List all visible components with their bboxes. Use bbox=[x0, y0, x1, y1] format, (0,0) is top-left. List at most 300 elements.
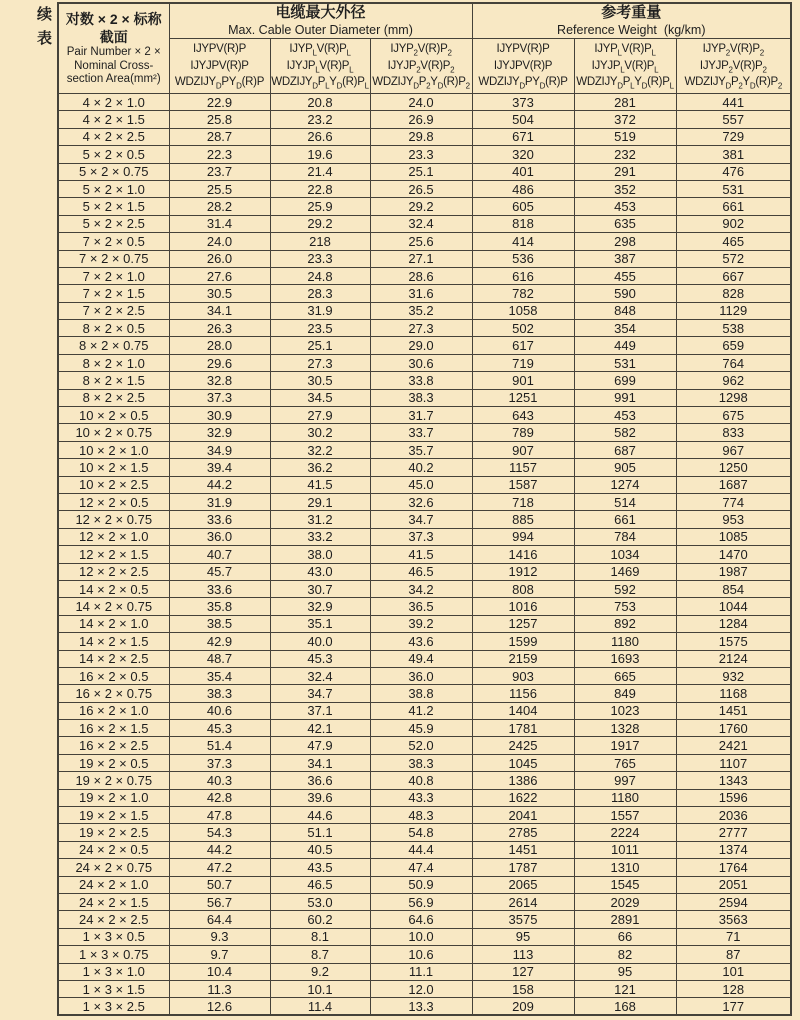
value-cell: 45.3 bbox=[169, 720, 270, 737]
table-row bbox=[58, 233, 791, 250]
value-cell: 2891 bbox=[574, 911, 676, 928]
value-cell: 42.9 bbox=[169, 633, 270, 650]
value-cell: 27.6 bbox=[169, 267, 270, 284]
value-cell: 665 bbox=[574, 667, 676, 684]
value-cell: 1034 bbox=[574, 546, 676, 563]
cable-type-line: $IJYJP_2V(R)P_2$ bbox=[699, 59, 767, 74]
value-cell: 35.2 bbox=[370, 302, 472, 319]
cable-type-line: $IJYJP_LV(R)P_L$ bbox=[286, 59, 354, 74]
table-row bbox=[58, 963, 791, 980]
value-cell: 82 bbox=[574, 946, 676, 963]
value-cell: 907 bbox=[472, 441, 574, 458]
table-row bbox=[58, 302, 791, 319]
value-cell: 50.9 bbox=[370, 876, 472, 893]
value-cell: 22.3 bbox=[169, 146, 270, 163]
size-cell: 7 × 2 × 1.5 bbox=[58, 285, 169, 302]
value-cell: 24.0 bbox=[370, 94, 472, 111]
value-cell: 38.3 bbox=[370, 389, 472, 406]
value-cell: 33.2 bbox=[270, 528, 370, 545]
value-cell: 667 bbox=[676, 267, 791, 284]
value-cell: 962 bbox=[676, 372, 791, 389]
value-cell: 1622 bbox=[472, 789, 574, 806]
size-cell: 10 × 2 × 2.5 bbox=[58, 476, 169, 493]
cable-type-line: IJYJPV(R)P bbox=[190, 59, 249, 72]
value-cell: 1545 bbox=[574, 876, 676, 893]
value-cell: 372 bbox=[574, 111, 676, 128]
value-cell: 22.9 bbox=[169, 94, 270, 111]
size-cell: 24 × 2 × 1.0 bbox=[58, 876, 169, 893]
value-cell: 47.2 bbox=[169, 859, 270, 876]
value-cell: 39.6 bbox=[270, 789, 370, 806]
value-cell: 994 bbox=[472, 528, 574, 545]
value-cell: 1180 bbox=[574, 633, 676, 650]
value-cell: 60.2 bbox=[270, 911, 370, 928]
weight-group-header-en: Reference Weight (kg/km) bbox=[557, 22, 706, 37]
value-cell: 34.2 bbox=[370, 580, 472, 597]
value-cell: 11.1 bbox=[370, 963, 472, 980]
value-cell: 36.0 bbox=[169, 528, 270, 545]
size-cell: 16 × 2 × 0.75 bbox=[58, 685, 169, 702]
value-cell: 46.5 bbox=[370, 563, 472, 580]
table-row bbox=[58, 337, 791, 354]
table-row bbox=[58, 702, 791, 719]
cable-type-line: $WDZIJY_DPY_D(R)P$ bbox=[174, 76, 265, 91]
value-cell: 1781 bbox=[472, 720, 574, 737]
value-cell: 1416 bbox=[472, 546, 574, 563]
value-cell: 22.8 bbox=[270, 180, 370, 197]
value-cell: 1045 bbox=[472, 754, 574, 771]
size-cell: 7 × 2 × 0.75 bbox=[58, 250, 169, 267]
value-cell: 38.3 bbox=[169, 685, 270, 702]
value-cell: 531 bbox=[574, 354, 676, 371]
group-header-row bbox=[58, 3, 791, 39]
value-cell: 774 bbox=[676, 493, 791, 510]
value-cell: 101 bbox=[676, 963, 791, 980]
value-cell: 27.1 bbox=[370, 250, 472, 267]
value-cell: 35.1 bbox=[270, 615, 370, 632]
value-cell: 158 bbox=[472, 980, 574, 997]
value-cell: 2614 bbox=[472, 893, 574, 910]
value-cell: 1156 bbox=[472, 685, 574, 702]
value-cell: 885 bbox=[472, 511, 574, 528]
size-cell: 19 × 2 × 0.5 bbox=[58, 754, 169, 771]
value-cell: 20.8 bbox=[270, 94, 370, 111]
value-cell: 671 bbox=[472, 128, 574, 145]
cable-type-header-diameter-3 bbox=[370, 39, 472, 94]
table-row bbox=[58, 563, 791, 580]
size-cell: 14 × 2 × 0.5 bbox=[58, 580, 169, 597]
table-row bbox=[58, 928, 791, 945]
value-cell: 465 bbox=[676, 233, 791, 250]
value-cell: 514 bbox=[574, 493, 676, 510]
value-cell: 902 bbox=[676, 215, 791, 232]
size-cell: 8 × 2 × 0.5 bbox=[58, 320, 169, 337]
value-cell: 401 bbox=[472, 163, 574, 180]
value-cell: 661 bbox=[574, 511, 676, 528]
table-row bbox=[58, 598, 791, 615]
value-cell: 28.6 bbox=[370, 267, 472, 284]
value-cell: 502 bbox=[472, 320, 574, 337]
size-cell: 7 × 2 × 2.5 bbox=[58, 302, 169, 319]
value-cell: 28.7 bbox=[169, 128, 270, 145]
size-cell: 19 × 2 × 1.5 bbox=[58, 807, 169, 824]
table-row bbox=[58, 111, 791, 128]
value-cell: 1274 bbox=[574, 476, 676, 493]
value-cell: 47.4 bbox=[370, 859, 472, 876]
value-cell: 113 bbox=[472, 946, 574, 963]
value-cell: 3575 bbox=[472, 911, 574, 928]
value-cell: 476 bbox=[676, 163, 791, 180]
table-row bbox=[58, 650, 791, 667]
size-cell: 19 × 2 × 0.75 bbox=[58, 772, 169, 789]
value-cell: 1374 bbox=[676, 841, 791, 858]
value-cell: 95 bbox=[472, 928, 574, 945]
value-cell: 765 bbox=[574, 754, 676, 771]
value-cell: 29.2 bbox=[270, 215, 370, 232]
size-cell: 14 × 2 × 1.0 bbox=[58, 615, 169, 632]
value-cell: 28.2 bbox=[169, 198, 270, 215]
value-cell: 38.5 bbox=[169, 615, 270, 632]
value-cell: 121 bbox=[574, 980, 676, 997]
value-cell: 44.4 bbox=[370, 841, 472, 858]
value-cell: 41.2 bbox=[370, 702, 472, 719]
value-cell: 26.3 bbox=[169, 320, 270, 337]
value-cell: 39.2 bbox=[370, 615, 472, 632]
value-cell: 28.0 bbox=[169, 337, 270, 354]
size-cell: 5 × 2 × 1.0 bbox=[58, 180, 169, 197]
value-cell: 232 bbox=[574, 146, 676, 163]
size-cell: 7 × 2 × 0.5 bbox=[58, 233, 169, 250]
value-cell: 2124 bbox=[676, 650, 791, 667]
value-cell: 1011 bbox=[574, 841, 676, 858]
value-cell: 36.2 bbox=[270, 459, 370, 476]
value-cell: 8.7 bbox=[270, 946, 370, 963]
size-cell: 1 × 3 × 2.5 bbox=[58, 998, 169, 1015]
table-row bbox=[58, 476, 791, 493]
value-cell: 32.8 bbox=[169, 372, 270, 389]
value-cell: 12.0 bbox=[370, 980, 472, 997]
value-cell: 44.2 bbox=[169, 841, 270, 858]
table-row bbox=[58, 146, 791, 163]
table-row bbox=[58, 354, 791, 371]
table-row bbox=[58, 685, 791, 702]
value-cell: 33.6 bbox=[169, 511, 270, 528]
value-cell: 23.5 bbox=[270, 320, 370, 337]
value-cell: 177 bbox=[676, 998, 791, 1015]
value-cell: 997 bbox=[574, 772, 676, 789]
value-cell: 25.8 bbox=[169, 111, 270, 128]
size-cell: 10 × 2 × 0.5 bbox=[58, 407, 169, 424]
value-cell: 34.1 bbox=[169, 302, 270, 319]
value-cell: 47.8 bbox=[169, 807, 270, 824]
value-cell: 40.6 bbox=[169, 702, 270, 719]
value-cell: 38.0 bbox=[270, 546, 370, 563]
diameter-group-header-en: Max. Cable Outer Diameter (mm) bbox=[228, 22, 413, 37]
value-cell: 40.3 bbox=[169, 772, 270, 789]
value-cell: 10.1 bbox=[270, 980, 370, 997]
value-cell: 30.6 bbox=[370, 354, 472, 371]
value-cell: 51.1 bbox=[270, 824, 370, 841]
value-cell: 298 bbox=[574, 233, 676, 250]
value-cell: 37.1 bbox=[270, 702, 370, 719]
cable-type-line: $IJYP_LV(R)P_L$ bbox=[289, 42, 351, 58]
size-cell: 12 × 2 × 0.75 bbox=[58, 511, 169, 528]
value-cell: 1917 bbox=[574, 737, 676, 754]
table-row bbox=[58, 407, 791, 424]
size-cell: 8 × 2 × 0.75 bbox=[58, 337, 169, 354]
value-cell: 854 bbox=[676, 580, 791, 597]
value-cell: 2159 bbox=[472, 650, 574, 667]
value-cell: 44.2 bbox=[169, 476, 270, 493]
value-cell: 25.6 bbox=[370, 233, 472, 250]
table-row bbox=[58, 772, 791, 789]
value-cell: 967 bbox=[676, 441, 791, 458]
cable-type-line: $WDZIJY_DP_LY_D(R)P_L$ bbox=[271, 76, 369, 91]
value-cell: 2785 bbox=[472, 824, 574, 841]
value-cell: 27.3 bbox=[370, 320, 472, 337]
value-cell: 1180 bbox=[574, 789, 676, 806]
value-cell: 38.8 bbox=[370, 685, 472, 702]
table-row bbox=[58, 580, 791, 597]
value-cell: 833 bbox=[676, 424, 791, 441]
value-cell: 659 bbox=[676, 337, 791, 354]
value-cell: 51.4 bbox=[169, 737, 270, 754]
size-cell: 12 × 2 × 1.5 bbox=[58, 546, 169, 563]
value-cell: 43.5 bbox=[270, 859, 370, 876]
value-cell: 24.8 bbox=[270, 267, 370, 284]
size-cell: 14 × 2 × 0.75 bbox=[58, 598, 169, 615]
value-cell: 2777 bbox=[676, 824, 791, 841]
value-cell: 43.0 bbox=[270, 563, 370, 580]
value-cell: 13.3 bbox=[370, 998, 472, 1015]
value-cell: 953 bbox=[676, 511, 791, 528]
value-cell: 1575 bbox=[676, 633, 791, 650]
value-cell: 50.7 bbox=[169, 876, 270, 893]
pair-size-header-en-line3: section Area(mm²) bbox=[66, 73, 161, 86]
value-cell: 25.1 bbox=[370, 163, 472, 180]
table-row bbox=[58, 980, 791, 997]
size-cell: 5 × 2 × 2.5 bbox=[58, 215, 169, 232]
size-cell: 19 × 2 × 2.5 bbox=[58, 824, 169, 841]
pair-size-header-zh-line2: 截面 bbox=[99, 29, 128, 46]
value-cell: 12.6 bbox=[169, 998, 270, 1015]
value-cell: 37.3 bbox=[370, 528, 472, 545]
size-cell: 12 × 2 × 1.0 bbox=[58, 528, 169, 545]
value-cell: 572 bbox=[676, 250, 791, 267]
value-cell: 33.6 bbox=[169, 580, 270, 597]
value-cell: 30.5 bbox=[169, 285, 270, 302]
value-cell: 1044 bbox=[676, 598, 791, 615]
value-cell: 536 bbox=[472, 250, 574, 267]
value-cell: 643 bbox=[472, 407, 574, 424]
table-row bbox=[58, 180, 791, 197]
cable-type-line: $WDZIJY_DPY_D(R)P$ bbox=[478, 76, 568, 91]
value-cell: 31.7 bbox=[370, 407, 472, 424]
table-row bbox=[58, 372, 791, 389]
cable-type-line: IJYJPV(R)P bbox=[493, 59, 553, 72]
value-cell: 2051 bbox=[676, 876, 791, 893]
cable-type-header-diameter-1 bbox=[169, 39, 270, 94]
value-cell: 45.3 bbox=[270, 650, 370, 667]
size-cell: 24 × 2 × 0.5 bbox=[58, 841, 169, 858]
value-cell: 34.1 bbox=[270, 754, 370, 771]
value-cell: 23.2 bbox=[270, 111, 370, 128]
table-row bbox=[58, 441, 791, 458]
value-cell: 36.6 bbox=[270, 772, 370, 789]
value-cell: 35.8 bbox=[169, 598, 270, 615]
value-cell: 753 bbox=[574, 598, 676, 615]
table-row bbox=[58, 424, 791, 441]
value-cell: 2421 bbox=[676, 737, 791, 754]
size-cell: 16 × 2 × 1.0 bbox=[58, 702, 169, 719]
value-cell: 23.3 bbox=[370, 146, 472, 163]
value-cell: 10.4 bbox=[169, 963, 270, 980]
value-cell: 11.4 bbox=[270, 998, 370, 1015]
size-cell: 4 × 2 × 1.5 bbox=[58, 111, 169, 128]
table-row bbox=[58, 667, 791, 684]
size-cell: 1 × 3 × 1.5 bbox=[58, 980, 169, 997]
value-cell: 218 bbox=[270, 233, 370, 250]
value-cell: 34.7 bbox=[370, 511, 472, 528]
value-cell: 36.5 bbox=[370, 598, 472, 615]
value-cell: 21.4 bbox=[270, 163, 370, 180]
cable-type-line: $IJYJP_LV(R)P_L$ bbox=[591, 59, 659, 74]
value-cell: 1343 bbox=[676, 772, 791, 789]
size-cell: 1 × 3 × 0.75 bbox=[58, 946, 169, 963]
cable-type-line: $IJYP_2V(R)P_2$ bbox=[390, 42, 452, 58]
value-cell: 43.6 bbox=[370, 633, 472, 650]
size-cell: 1 × 3 × 0.5 bbox=[58, 928, 169, 945]
value-cell: 789 bbox=[472, 424, 574, 441]
value-cell: 320 bbox=[472, 146, 574, 163]
value-cell: 453 bbox=[574, 407, 676, 424]
cable-type-line: $IJYJP_2V(R)P_2$ bbox=[387, 59, 455, 74]
value-cell: 557 bbox=[676, 111, 791, 128]
value-cell: 687 bbox=[574, 441, 676, 458]
value-cell: 28.3 bbox=[270, 285, 370, 302]
value-cell: 42.1 bbox=[270, 720, 370, 737]
table-row bbox=[58, 493, 791, 510]
value-cell: 168 bbox=[574, 998, 676, 1015]
value-cell: 1912 bbox=[472, 563, 574, 580]
table-row bbox=[58, 615, 791, 632]
table-body bbox=[58, 94, 791, 1016]
value-cell: 32.4 bbox=[370, 215, 472, 232]
value-cell: 30.9 bbox=[169, 407, 270, 424]
value-cell: 441 bbox=[676, 94, 791, 111]
table-row bbox=[58, 250, 791, 267]
value-cell: 46.5 bbox=[270, 876, 370, 893]
value-cell: 34.5 bbox=[270, 389, 370, 406]
size-cell: 10 × 2 × 1.0 bbox=[58, 441, 169, 458]
table-row bbox=[58, 215, 791, 232]
value-cell: 34.9 bbox=[169, 441, 270, 458]
value-cell: 40.7 bbox=[169, 546, 270, 563]
value-cell: 45.0 bbox=[370, 476, 472, 493]
value-cell: 41.5 bbox=[370, 546, 472, 563]
value-cell: 32.6 bbox=[370, 493, 472, 510]
value-cell: 31.9 bbox=[270, 302, 370, 319]
value-cell: 719 bbox=[472, 354, 574, 371]
value-cell: 31.9 bbox=[169, 493, 270, 510]
value-cell: 31.6 bbox=[370, 285, 472, 302]
table-row bbox=[58, 789, 791, 806]
value-cell: 25.1 bbox=[270, 337, 370, 354]
value-cell: 1451 bbox=[676, 702, 791, 719]
value-cell: 66 bbox=[574, 928, 676, 945]
value-cell: 44.6 bbox=[270, 807, 370, 824]
value-cell: 1557 bbox=[574, 807, 676, 824]
weight-group-header bbox=[472, 3, 791, 39]
value-cell: 729 bbox=[676, 128, 791, 145]
value-cell: 373 bbox=[472, 94, 574, 111]
table-row bbox=[58, 163, 791, 180]
value-cell: 718 bbox=[472, 493, 574, 510]
table-row bbox=[58, 198, 791, 215]
value-cell: 49.4 bbox=[370, 650, 472, 667]
value-cell: 35.7 bbox=[370, 441, 472, 458]
value-cell: 1386 bbox=[472, 772, 574, 789]
size-cell: 16 × 2 × 0.5 bbox=[58, 667, 169, 684]
value-cell: 352 bbox=[574, 180, 676, 197]
size-cell: 12 × 2 × 2.5 bbox=[58, 563, 169, 580]
value-cell: 38.3 bbox=[370, 754, 472, 771]
size-cell: 4 × 2 × 1.0 bbox=[58, 94, 169, 111]
table-row bbox=[58, 511, 791, 528]
diameter-group-header-zh: 电缆最大外径 bbox=[275, 4, 366, 22]
size-cell: 14 × 2 × 2.5 bbox=[58, 650, 169, 667]
value-cell: 11.3 bbox=[169, 980, 270, 997]
value-cell: 87 bbox=[676, 946, 791, 963]
value-cell: 1250 bbox=[676, 459, 791, 476]
value-cell: 2594 bbox=[676, 893, 791, 910]
pair-size-header-zh-line1: 对数 × 2 × 标称 bbox=[65, 10, 162, 27]
value-cell: 590 bbox=[574, 285, 676, 302]
value-cell: 43.3 bbox=[370, 789, 472, 806]
value-cell: 25.9 bbox=[270, 198, 370, 215]
value-cell: 42.8 bbox=[169, 789, 270, 806]
value-cell: 9.2 bbox=[270, 963, 370, 980]
size-cell: 24 × 2 × 1.5 bbox=[58, 893, 169, 910]
value-cell: 764 bbox=[676, 354, 791, 371]
table-row bbox=[58, 998, 791, 1015]
value-cell: 849 bbox=[574, 685, 676, 702]
value-cell: 1157 bbox=[472, 459, 574, 476]
value-cell: 848 bbox=[574, 302, 676, 319]
size-cell: 16 × 2 × 1.5 bbox=[58, 720, 169, 737]
value-cell: 40.2 bbox=[370, 459, 472, 476]
value-cell: 1085 bbox=[676, 528, 791, 545]
value-cell: 128 bbox=[676, 980, 791, 997]
value-cell: 37.3 bbox=[169, 389, 270, 406]
value-cell: 32.9 bbox=[270, 598, 370, 615]
table-row bbox=[58, 267, 791, 284]
value-cell: 23.7 bbox=[169, 163, 270, 180]
value-cell: 29.1 bbox=[270, 493, 370, 510]
value-cell: 784 bbox=[574, 528, 676, 545]
cable-type-header-weight-1 bbox=[472, 39, 574, 94]
value-cell: 25.5 bbox=[169, 180, 270, 197]
value-cell: 3563 bbox=[676, 911, 791, 928]
value-cell: 47.9 bbox=[270, 737, 370, 754]
value-cell: 29.0 bbox=[370, 337, 472, 354]
value-cell: 1310 bbox=[574, 859, 676, 876]
value-cell: 39.4 bbox=[169, 459, 270, 476]
value-cell: 32.4 bbox=[270, 667, 370, 684]
size-cell: 5 × 2 × 0.75 bbox=[58, 163, 169, 180]
value-cell: 26.5 bbox=[370, 180, 472, 197]
value-cell: 1987 bbox=[676, 563, 791, 580]
